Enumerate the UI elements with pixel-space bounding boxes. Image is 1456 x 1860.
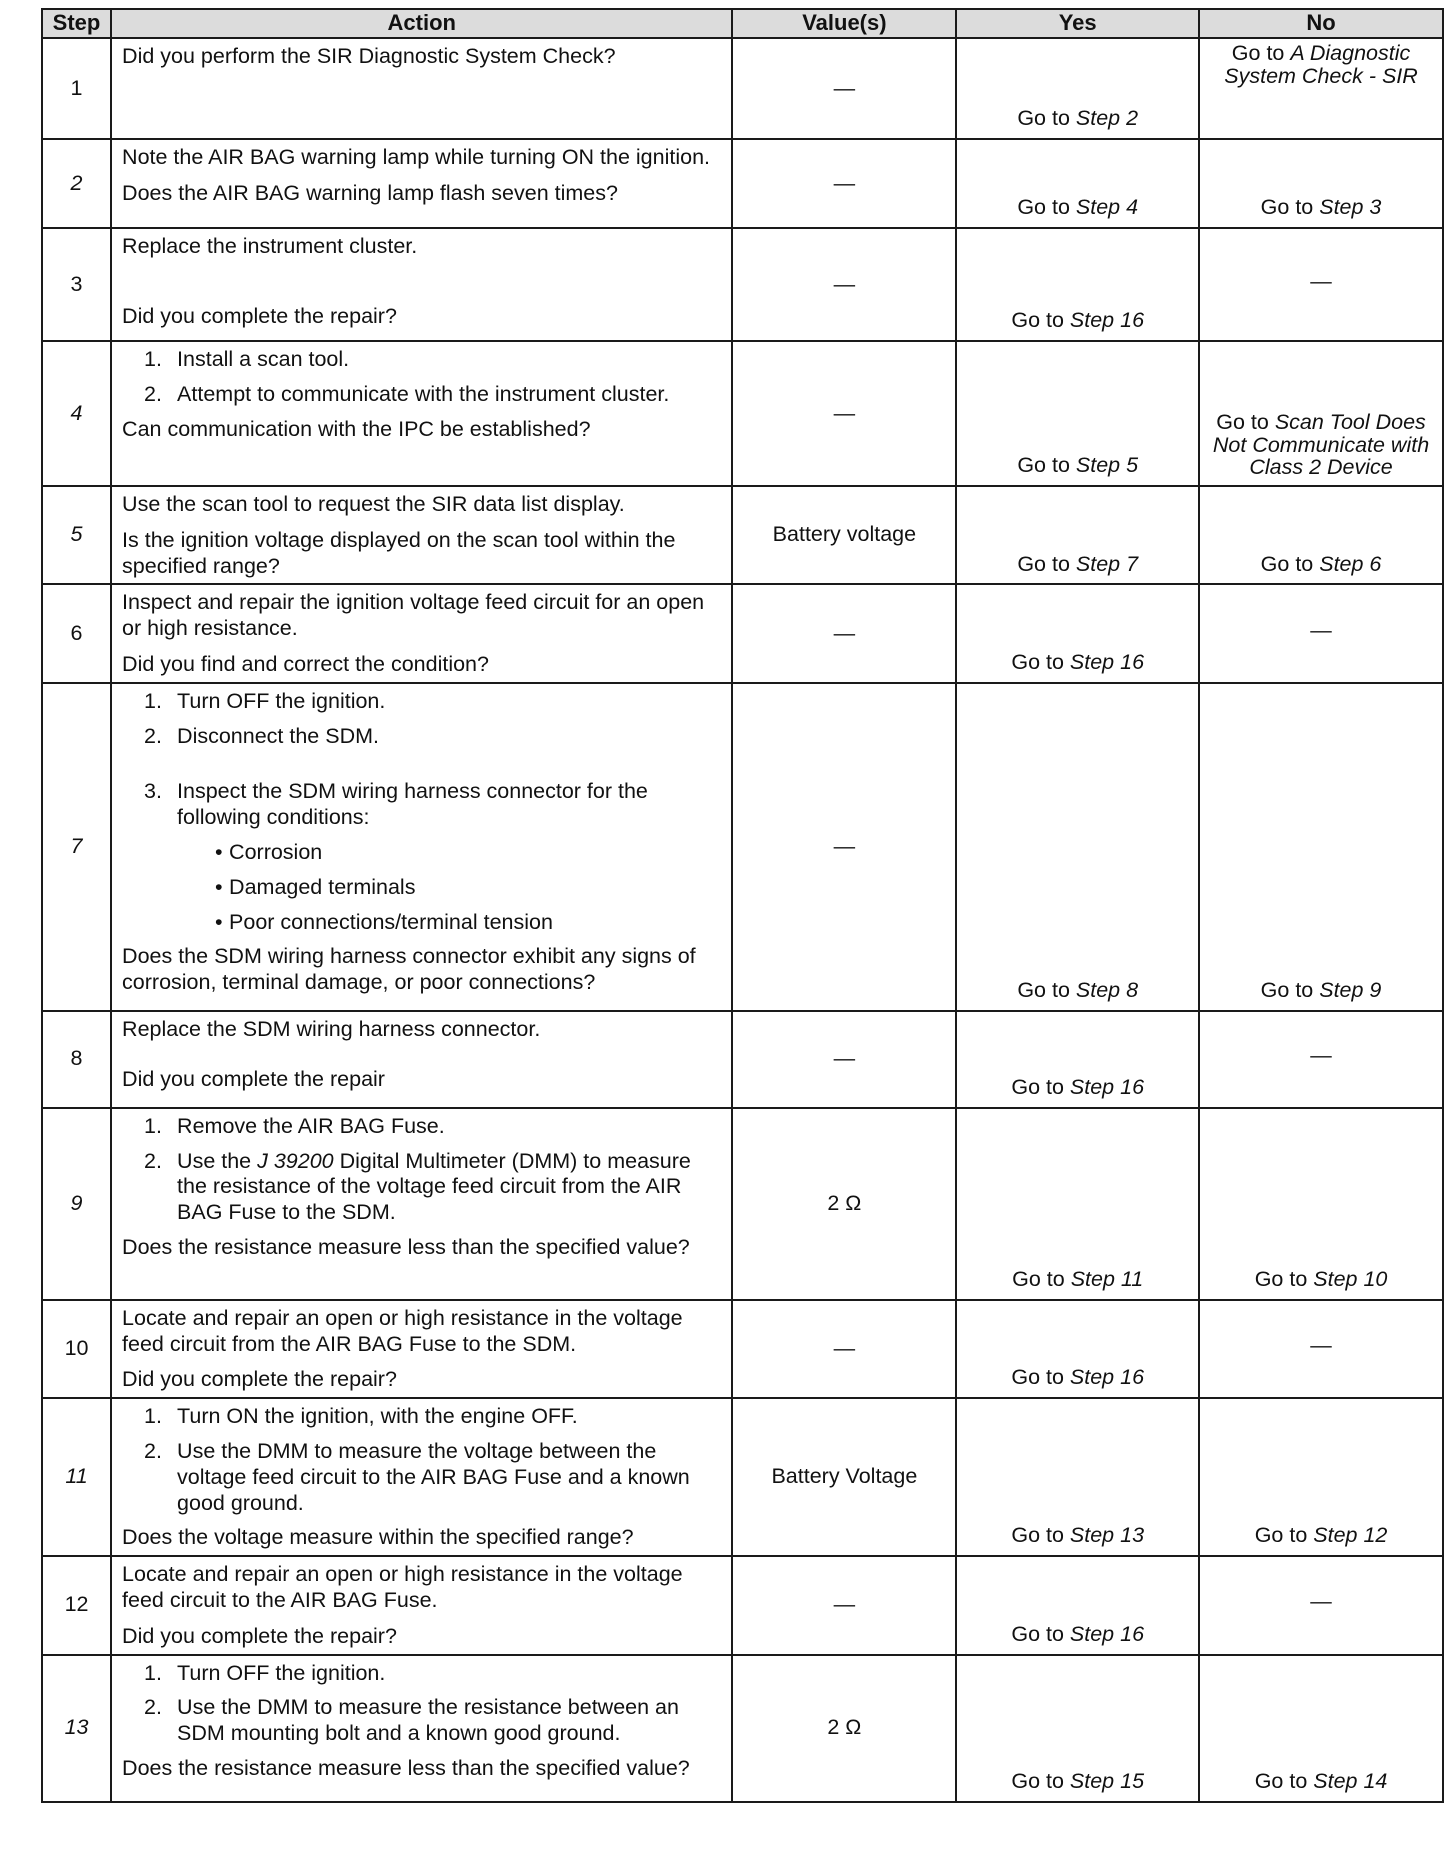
action-text: Locate and repair an open or high resistance in the voltage feed circuit from the AIR BAG Fuse to the SDM. [122,1305,683,1356]
action-cell [111,38,732,139]
bullet-item: • Damaged terminals [215,874,416,899]
yes-step-link[interactable]: Step 16 [1069,649,1145,674]
action-text: Replace the instrument cluster. [122,234,418,258]
header-no: No [1199,9,1443,38]
yes-step-link[interactable]: Step 4 [1075,195,1139,220]
no-cell: — [1199,1300,1443,1398]
list-item: 1. Turn ON the ignition, with the engine OFF. [144,1404,578,1429]
table-row [42,683,1443,1011]
action-cell [111,1655,732,1802]
value-cell: Battery voltage [732,486,956,584]
list-item: 2. Use the J 39200 Digital Multimeter (DMM) to measure the resistance of the voltage feed circuit from the AIR BAG Fuse to the SDM. [144,1148,691,1225]
yes-cell: Go to Step 5 [956,341,1199,486]
yes-cell: Go to Step 16 [956,584,1199,682]
table-row [42,38,1443,139]
yes-cell: Go to Step 16 [956,1011,1199,1108]
step-number: 3 [42,228,111,341]
action-text: Replace the SDM wiring harness connector. [122,1016,541,1041]
step-number: 5 [42,486,111,584]
no-cell: — [1199,1011,1443,1108]
yes-step-link[interactable]: Step 16 [1069,1365,1145,1390]
no-cell: — [1199,584,1443,682]
action-cell [111,341,732,486]
yes-cell: Go to Step 7 [956,486,1199,584]
action-question: Does the resistance measure less than the specified value? [122,1234,690,1259]
action-text: Inspect and repair the ignition voltage feed circuit for an open or high resistance. [122,590,705,641]
action-cell [111,1398,732,1556]
yes-step-link[interactable]: Step 5 [1075,453,1139,478]
yes-cell: Go to Step 13 [956,1398,1199,1556]
table-row [42,1108,1443,1300]
action-question: Does the voltage measure within the specified range? [122,1525,634,1550]
value-cell: — [732,38,956,139]
action-question: Did you complete the repair? [122,303,397,328]
no-step-link[interactable]: A Diagnostic System Check - SIR [1224,41,1418,88]
action-question: Did you complete the repair? [122,1367,397,1392]
step-number: 4 [42,341,111,486]
no-cell: Go to Step 3 [1199,139,1443,228]
action-text: Use the scan tool to request the SIR data list display. [122,492,625,516]
value-cell: — [732,1556,956,1654]
list-item: 1. Install a scan tool. [144,347,350,371]
no-step-link[interactable]: Step 14 [1313,1768,1388,1793]
action-question: Did you complete the repair [122,1066,385,1091]
value-cell: — [732,1011,956,1108]
value-cell: — [732,341,956,486]
no-cell: Go to Step 10 [1199,1108,1443,1300]
yes-cell: Go to Step 8 [956,683,1199,1011]
table-row [42,1556,1443,1654]
action-cell [111,1556,732,1654]
step-number: 12 [42,1556,111,1654]
action-question: Can communication with the IPC be established? [122,416,591,441]
action-question: Does the SDM wiring harness connector exhibit any signs of corrosion, terminal damage, or poor connections? [122,944,696,995]
action-cell [111,228,732,341]
no-cell: Go to Step 6 [1199,486,1443,584]
yes-step-link[interactable]: Step 8 [1075,977,1139,1002]
yes-cell: Go to Step 16 [956,228,1199,341]
value-cell: 2 Ω [732,1655,956,1802]
list-item: 3. Inspect the SDM wiring harness connector for the following conditions: [144,779,648,830]
action-cell [111,1108,732,1300]
action-text: Did you perform the SIR Diagnostic System Check? [122,44,616,68]
value-cell: 2 Ω [732,1108,956,1300]
value-cell: — [732,139,956,228]
action-cell [111,584,732,682]
no-step-link[interactable]: Step 12 [1313,1523,1388,1548]
table-row [42,1398,1443,1556]
list-item: 2. Use the DMM to measure the resistance between an SDM mounting bolt and a known good ground. [144,1695,679,1746]
no-cell: — [1199,1556,1443,1654]
action-question: Is the ignition voltage displayed on the scan tool within the specified range? [122,527,676,578]
yes-step-link[interactable]: Step 2 [1075,106,1139,131]
list-item: 2. Attempt to communicate with the instrument cluster. [144,381,670,406]
action-cell [111,486,732,584]
yes-cell: Go to Step 16 [956,1300,1199,1398]
yes-step-link[interactable]: Step 11 [1070,1266,1144,1291]
yes-step-link[interactable]: Step 7 [1075,551,1139,576]
no-cell: Go to Scan Tool Does Not Communicate with Class 2 Device [1199,341,1443,486]
action-question: Did you complete the repair? [122,1623,397,1648]
table-row [42,228,1443,341]
value-cell: Battery Voltage [732,1398,956,1556]
header-step: Step [42,9,111,38]
step-number: 1 [42,38,111,139]
no-step-link[interactable]: Scan Tool Does Not Communicate with Class 2 Device [1212,410,1430,480]
tool-reference: J 39200 [257,1148,334,1173]
table-row [42,1300,1443,1398]
no-step-link[interactable]: Step 6 [1319,551,1382,576]
table-header-row [42,9,1443,38]
table-row [42,584,1443,682]
value-cell: — [732,584,956,682]
yes-cell: Go to Step 11 [956,1108,1199,1300]
yes-cell: Go to Step 2 [956,38,1199,139]
value-cell: — [732,1300,956,1398]
no-cell: Go to Step 9 [1199,683,1443,1011]
no-cell: Go to Step 12 [1199,1398,1443,1556]
action-text: Locate and repair an open or high resistance in the voltage feed circuit to the AIR BAG Fuse. [122,1562,683,1612]
list-item: 1. Turn OFF the ignition. [144,1660,386,1685]
yes-step-link[interactable]: Step 13 [1069,1523,1145,1548]
value-cell: — [732,228,956,341]
yes-step-link[interactable]: Step 16 [1069,1621,1145,1646]
table-row [42,139,1443,228]
action-question: Does the resistance measure less than the specified value? [122,1755,690,1780]
yes-step-link[interactable]: Step 15 [1069,1768,1145,1793]
table-row [42,486,1443,584]
no-cell: — [1199,228,1443,341]
step-number: 13 [42,1655,111,1802]
table-row [42,341,1443,486]
action-cell [111,1300,732,1398]
step-number: 10 [42,1300,111,1398]
no-step-link[interactable]: Step 3 [1319,195,1382,220]
step-number: 2 [42,139,111,228]
action-cell [111,683,732,1011]
no-cell: Go to Step 14 [1199,1655,1443,1802]
step-number: 7 [42,683,111,1011]
step-number: 8 [42,1011,111,1108]
header-yes: Yes [956,9,1199,38]
action-question: Does the AIR BAG warning lamp flash seven times? [122,180,618,205]
diagnostic-table [41,8,1444,1803]
header-values: Value(s) [732,9,956,38]
bullet-item: • Corrosion [215,839,323,864]
step-number: 9 [42,1108,111,1300]
table-row [42,1655,1443,1802]
step-number: 11 [42,1398,111,1556]
step-number: 6 [42,584,111,682]
list-item: 1. Remove the AIR BAG Fuse. [144,1113,445,1138]
action-question: Did you find and correct the condition? [122,651,489,676]
list-item: 2. Use the DMM to measure the voltage between the voltage feed circuit to the AIR BAG Fuse and a known good ground. [144,1438,690,1515]
action-cell [111,139,732,228]
no-step-link[interactable]: Step 10 [1313,1266,1388,1291]
yes-cell: Go to Step 4 [956,139,1199,228]
action-cell [111,1011,732,1108]
table-row [42,1011,1443,1108]
yes-step-link[interactable]: Step 16 [1069,1074,1145,1099]
bullet-item: • Poor connections/terminal tension [215,909,553,934]
value-cell: — [732,683,956,1011]
yes-cell: Go to Step 16 [956,1556,1199,1654]
no-cell: Go to A Diagnostic System Check - SIR [1199,38,1443,139]
yes-step-link[interactable]: Step 16 [1069,308,1145,333]
list-item: 2. Disconnect the SDM. [144,723,379,748]
header-action: Action [111,9,732,38]
no-step-link[interactable]: Step 9 [1319,977,1382,1002]
action-text: Note the AIR BAG warning lamp while turning ON the ignition. [122,145,711,169]
list-item: 1. Turn OFF the ignition. [144,688,386,713]
yes-cell: Go to Step 15 [956,1655,1199,1802]
